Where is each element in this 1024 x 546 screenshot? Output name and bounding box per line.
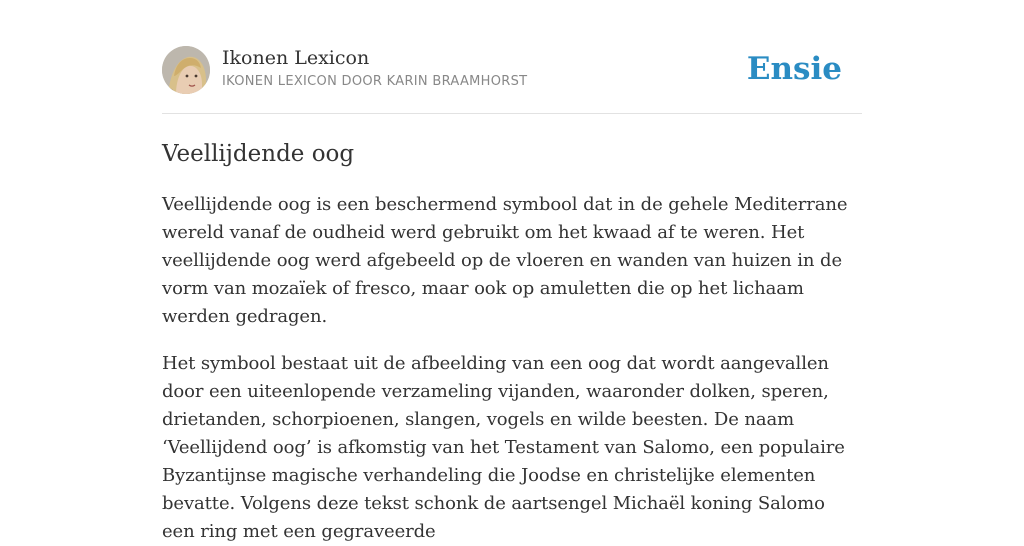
- author-name[interactable]: Ikonen Lexicon: [222, 47, 370, 69]
- article-paragraph: Het symbool bestaat uit de afbeelding van een oog dat wordt aangevallen door een uiteenlopende verzameling vijanden, waaronder dolken, speren, drietanden, schorpioenen, slangen, vogels en wilde beesten. De naam ‘Veellijdend oog’ is afkomstig van het Testament van Salomo, een populaire Byzantijnse magische verhandeling die Joodse en christelijke elementen bevatte. Volgens deze tekst schonk de aartsengel Michaël koning Salomo een ring met een gegraveerde: [162, 353, 845, 542]
- author-subtitle[interactable]: IKONEN LEXICON DOOR KARIN BRAAMHORST: [222, 74, 528, 89]
- avatar[interactable]: [162, 46, 210, 94]
- article-paragraph: Veellijdende oog is een beschermend symbool dat in de gehele Mediterrane wereld vanaf de oudheid werd gebruikt om het kwaad af te weren. Het veellijdende oog werd afgebeeld op de vloeren en wanden van huizen in de vorm van mozaïek of fresco, maar ook op amuletten die op het lichaam werden gedragen.: [162, 194, 848, 327]
- ensie-logo[interactable]: Ensie: [746, 51, 842, 87]
- page-header: [162, 0, 862, 114]
- page-container: [162, 0, 862, 546]
- article-body: [162, 191, 862, 546]
- page-title: Veellijdende oog: [162, 141, 355, 167]
- author-portrait-icon: [162, 46, 210, 94]
